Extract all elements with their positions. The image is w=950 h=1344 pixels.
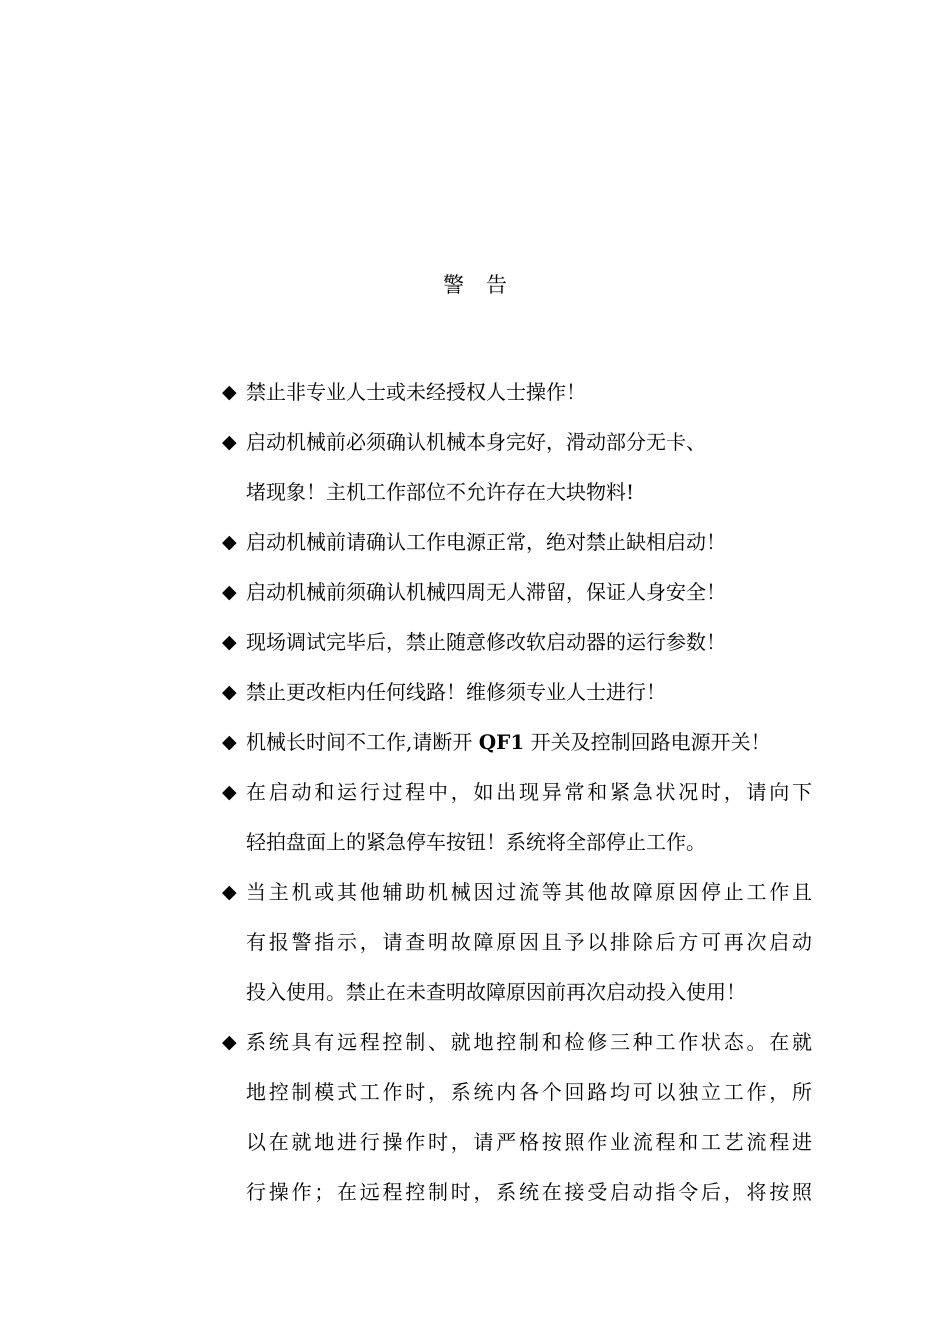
diamond-bullet-icon: ◆	[222, 431, 237, 453]
page-title: 警告	[443, 273, 529, 297]
warning-line: 当主机或其他辅助机械因过流等其他故障原因停止工作且	[246, 880, 812, 904]
warning-line: 在启动和运行过程中，如出现异常和紧急状况时，请向下	[246, 780, 812, 804]
warning-item-5	[222, 617, 812, 667]
warning-item-3	[222, 517, 812, 567]
warning-item-2	[222, 417, 812, 517]
warning-line	[246, 717, 812, 767]
diamond-bullet-icon: ◆	[222, 381, 237, 403]
warning-line: 禁止非专业人士或未经授权人士操作！	[246, 380, 586, 404]
warning-line: 启动机械前请确认工作电源正常，绝对禁止缺相启动！	[246, 530, 726, 554]
warning-item-7	[222, 717, 812, 767]
warning-line: 堵现象！主机工作部位不允许存在大块物料!	[246, 480, 635, 504]
warning-line: 行操作；在远程控制时，系统在接受启动指令后，将按照	[246, 1180, 812, 1204]
warning-line: 系统具有远程控制、就地控制和检修三种工作状态。在就	[246, 1030, 812, 1054]
warning-list	[222, 367, 812, 1217]
warning-line: 有报警指示，请查明故障原因且予以排除后方可再次启动	[246, 930, 812, 954]
warning-text: 机械长时间不工作,请断开	[246, 730, 479, 754]
warning-item-9	[222, 867, 812, 1017]
diamond-bullet-icon: ◆	[222, 731, 237, 753]
warning-line: 启动机械前必须确认机械本身完好，滑动部分无卡、	[246, 430, 706, 454]
warning-line: 现场调试完毕后，禁止随意修改软启动器的运行参数！	[246, 630, 726, 654]
diamond-bullet-icon: ◆	[222, 531, 237, 553]
warning-item-6	[222, 667, 812, 717]
warning-line: 启动机械前须确认机械四周无人滞留，保证人身安全！	[246, 580, 726, 604]
warning-item-1	[222, 367, 812, 417]
diamond-bullet-icon: ◆	[222, 1031, 237, 1053]
warning-line: 地控制模式工作时，系统内各个回路均可以独立工作，所	[246, 1080, 812, 1104]
diamond-bullet-icon: ◆	[222, 581, 237, 603]
warning-line: 以在就地进行操作时，请严格按照作业流程和工艺流程进	[246, 1130, 812, 1154]
warning-item-8	[222, 767, 812, 867]
warning-line: 投入使用。禁止在未查明故障原因前再次启动投入使用！	[246, 980, 746, 1004]
warning-text: 开关及控制回路电源开关！	[524, 730, 771, 754]
diamond-bullet-icon: ◆	[222, 881, 237, 903]
breaker-code: QF1	[478, 730, 525, 754]
warning-line: 轻拍盘面上的紧急停车按钮！系统将全部停止工作。	[246, 830, 706, 854]
warning-line: 禁止更改柜内任何线路！维修须专业人士进行！	[246, 680, 666, 704]
diamond-bullet-icon: ◆	[222, 781, 237, 803]
diamond-bullet-icon: ◆	[222, 681, 237, 703]
warning-item-10	[222, 1017, 812, 1217]
warning-item-4	[222, 567, 812, 617]
diamond-bullet-icon: ◆	[222, 631, 237, 653]
